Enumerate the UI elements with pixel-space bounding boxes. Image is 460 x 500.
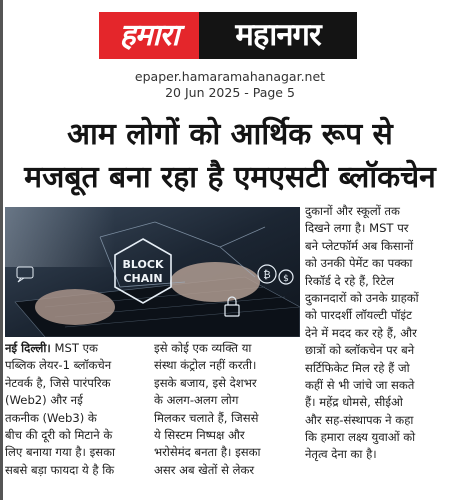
edition-url: epaper.hamaramahanagar.net [134,69,326,84]
col3-line: और सह-संस्थापक ने कहा [305,412,414,427]
col1-line: (Web2) और नई [5,393,83,408]
col2-line: इसके बजाय, इसे देशभर [154,375,257,390]
col1-first-line-rest: MST एक [50,341,98,355]
article-column-1 [5,340,150,479]
col3-line: सर्टिफिकेट मिल रहे हैं जो [305,360,410,375]
col2-line: असर अब खेतों से लेकर [154,462,255,477]
col2-line: भरोसेमंद बनता है। इसका [154,445,261,460]
col2-line: मिलकर चलाते हैं, जिससे [154,410,259,425]
article-photo [5,207,300,337]
edition-date-page: 20 Jun 2025 - Page 5 [165,85,295,100]
col1-line: लिए बनाया गया है। इसका [5,445,116,460]
logo-left-text: हमारा [99,12,199,59]
col1-line: तकनीक (Web3) के [5,410,97,425]
col3-line: कहीं से भी जांचे जा सकते [305,377,415,392]
col3-line: दिखने लगा है। MST पर [305,221,409,236]
col3-line: दुकानों और स्कूलों तक [305,204,400,218]
col3-line: हैं। महेंद्र धोमसे, सीईओ [305,395,403,410]
col1-line: नेटवर्क है, जिसे पारंपरिक [5,375,111,390]
svg-text:₿: ₿ [263,270,271,281]
col3-line: कि हमारा लक्ष्य युवाओं को [305,430,416,445]
col3-line: को पारदर्शी लॉयल्टी पॉइंट [305,308,412,323]
col2-line: के अलग-अलग लोग [154,393,239,408]
col3-line: छात्रों को ब्लॉकचेन पर बने [305,343,415,358]
col3-line: देने में मदद कर रहे हैं, और [305,325,417,340]
col1-line: बीच की दूरी को मिटाने के [5,427,113,442]
headline-line-1: आम लोगों को आर्थिक रूप से [67,117,393,152]
photo-text-block: BLOCK [122,258,164,271]
col3-line: नेतृत्व देना का है। [305,447,377,462]
article-column-2 [154,340,298,479]
svg-text:$: $ [283,274,289,284]
blockchain-laptop-image [5,207,300,337]
col3-line: दुकानदारों को उनके ग्राहकों [305,290,419,305]
col1-line: पब्लिक लेयर-1 ब्लॉकचेन [5,358,112,373]
masthead-logo [99,12,357,59]
col3-line: को उनकी पेमेंट का पक्का [305,256,413,271]
col3-line: रिकॉर्ड दे रहे हैं, रिटेल [305,273,394,288]
col1-line: सबसे बड़ा फायदा ये है कि [5,462,115,477]
col2-line: ये सिस्टम निष्पक्ष और [154,427,245,442]
logo-right-text: महानगर [199,12,357,59]
dateline: नई दिल्ली। [5,341,51,355]
headline-line-2: मजबूत बना रहा है एमएसटी ब्लॉकचेन [24,160,436,195]
article-column-3 [305,203,452,464]
photo-text-chain: CHAIN [123,272,163,285]
col2-line: संस्था कंट्रोल नहीं करती। [154,358,257,373]
col3-line: बने प्लेटफॉर्म अब किसानों [305,238,414,253]
col2-line: इसे कोई एक व्यक्ति या [154,341,252,355]
